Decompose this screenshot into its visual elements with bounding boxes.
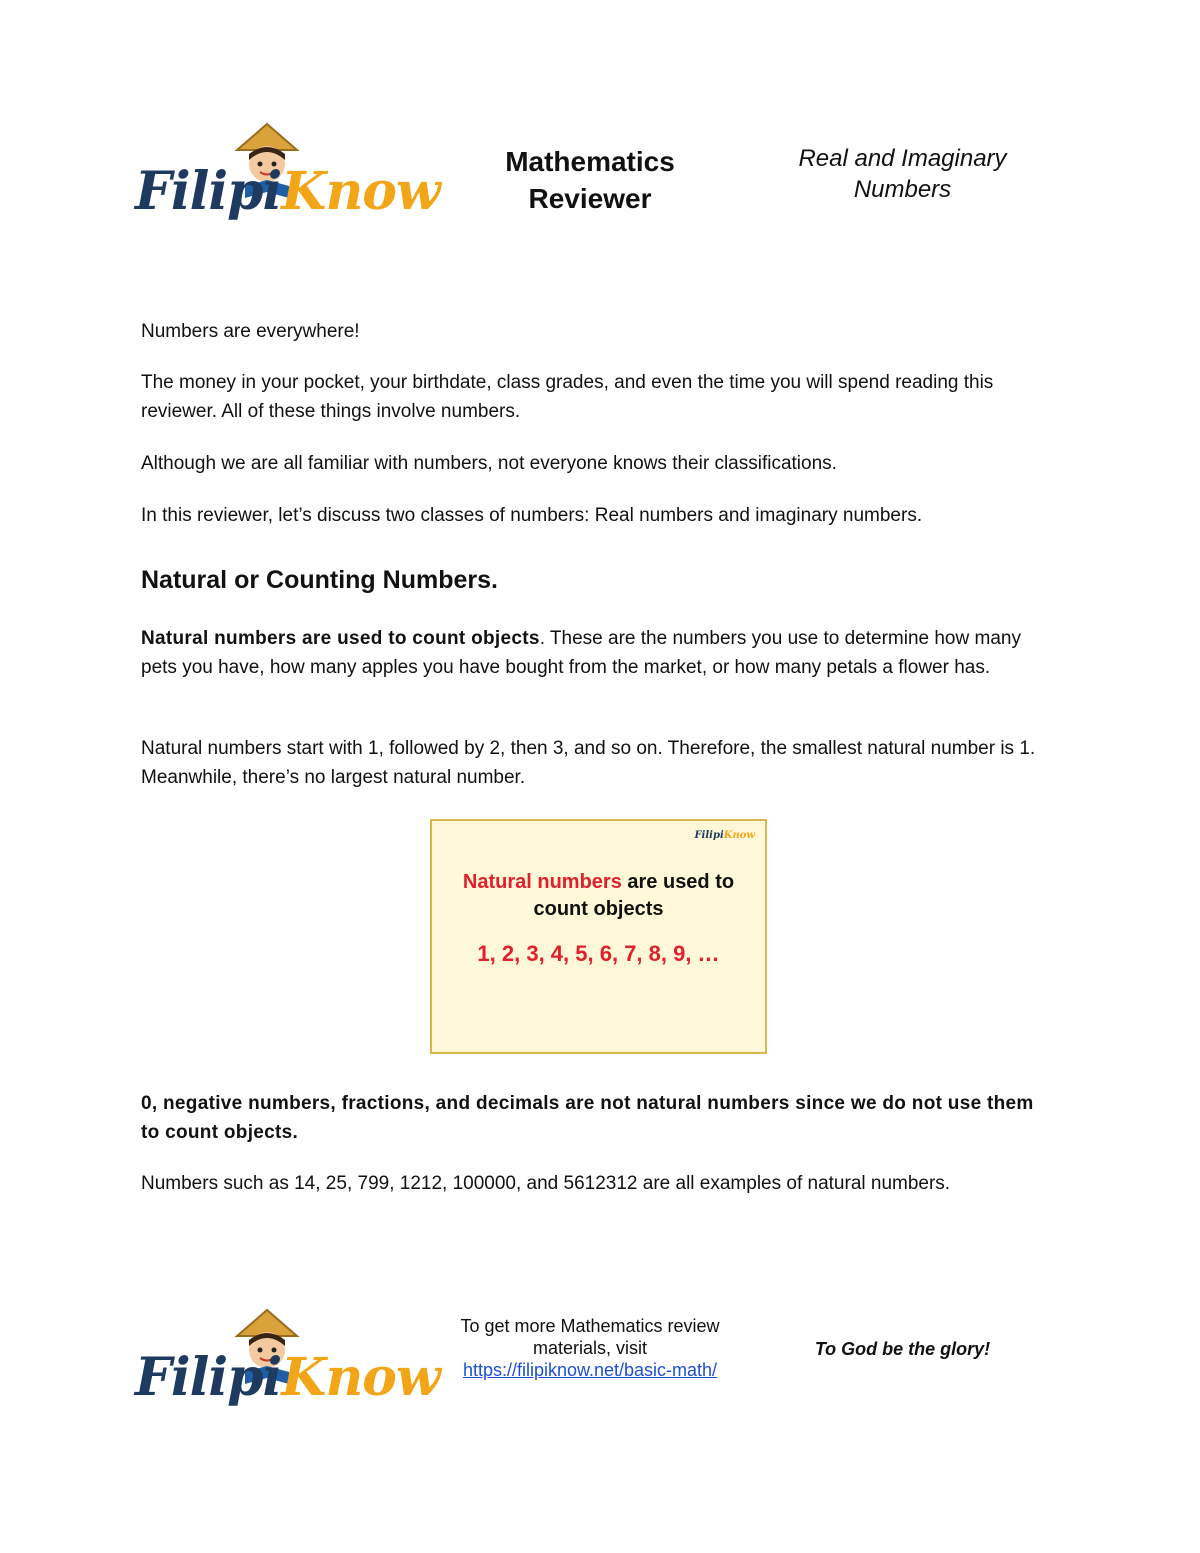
logo-wordmark: FilipiKnow xyxy=(135,161,440,222)
definition-bold: Natural numbers are used to count objects xyxy=(141,628,540,649)
document-title: Mathematics Reviewer xyxy=(505,146,675,214)
intro-paragraph-3: Although we are all familiar with numbers, not everyone knows their classifications. xyxy=(141,453,837,474)
logo-wordmark: FilipiKnow xyxy=(135,1347,440,1408)
card-logo: FilipiKnow xyxy=(694,830,755,841)
footer-tagline: To God be the glory! xyxy=(814,1339,991,1359)
card-title: Natural numbers are used to count objects xyxy=(462,871,735,920)
natural-numbers-range: Natural numbers start with 1, followed by 2, then 3, and so on. Therefore, the smallest natural number is 1. Meanwhile, there’s no largest natural number. xyxy=(141,738,1036,788)
document-topic: Real and Imaginary Numbers xyxy=(798,145,1007,203)
section-heading: Natural or Counting Numbers. xyxy=(141,566,498,594)
basic-math-link[interactable]: https://filipiknow.net/basic-math/ xyxy=(462,1360,718,1380)
intro-paragraph-1: Numbers are everywhere! xyxy=(141,321,360,342)
footer-filipiknow-logo xyxy=(135,1306,440,1416)
footer-cta: To get more Mathematics review materials, visit https://filipiknow.net/basic-math/ xyxy=(460,1316,720,1380)
natural-numbers-illustration xyxy=(430,819,767,1054)
natural-numbers-definition xyxy=(141,624,1051,682)
intro-paragraph-2: The money in your pocket, your birthdate, class grades, and even the time you will spend reading this reviewer. All of these things involve numbers. xyxy=(141,372,994,422)
intro-paragraph-4: In this reviewer, let’s discuss two classes of numbers: Real numbers and imaginary numbers. xyxy=(141,505,923,526)
filipiknow-logo xyxy=(135,120,440,230)
natural-examples: Numbers such as 14, 25, 799, 1212, 100000, and 5612312 are all examples of natural numbers. xyxy=(141,1173,951,1194)
card-sequence: 1, 2, 3, 4, 5, 6, 7, 8, 9, … xyxy=(477,941,720,966)
not-natural-note: 0, negative numbers, fractions, and decimals are not natural numbers since we do not use them to count objects. xyxy=(141,1093,1034,1143)
definition-rest: . These are the numbers you use to determine how many pets you have, how many apples you have bought from the market, or how many petals a flower has. xyxy=(141,628,1021,678)
